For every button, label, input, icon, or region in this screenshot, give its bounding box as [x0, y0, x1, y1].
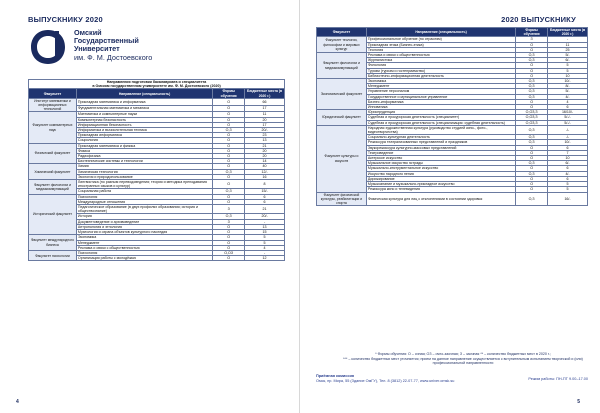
form-cell: О — [516, 187, 548, 192]
places-cell: 23 — [245, 133, 285, 138]
direction-cell: Реклама и связи с общественностью — [366, 53, 515, 58]
direction-cell: Прикладная информатика — [76, 133, 212, 138]
form-cell: О — [516, 176, 548, 181]
contacts-label: Приёмная комиссия — [316, 374, 355, 378]
places-cell: 21 — [245, 143, 285, 148]
direction-cell: Психология — [76, 250, 212, 255]
form-cell: О,З — [516, 171, 548, 176]
direction-cell: Судебная и прокурорская деятельность (специализация: судебная деятельность) — [366, 120, 515, 125]
col-form: Формы обучения — [516, 28, 548, 37]
direction-cell: Актерское искусство — [366, 156, 515, 161]
places-cell: 13 — [245, 224, 285, 229]
places-cell: 21 — [245, 205, 285, 214]
col-faculty: Факультет — [29, 89, 77, 98]
form-cell: О — [213, 194, 245, 199]
places-cell: 16/- — [548, 192, 588, 206]
form-cell: О — [213, 117, 245, 122]
form-cell: О — [213, 122, 245, 127]
faculty-cell: Факультет филологии и медиакоммуникаций — [317, 53, 367, 79]
places-cell: 20 — [245, 154, 285, 159]
table-header — [317, 28, 588, 37]
form-cell: О — [516, 73, 548, 78]
places-cell: 17 — [245, 122, 285, 127]
places-cell: 4 — [548, 99, 588, 104]
left-page-number: 4 — [16, 399, 19, 405]
places-cell: 10/- — [548, 140, 588, 145]
direction-cell: Искусство народного пения — [366, 171, 515, 176]
form-cell: О — [213, 164, 245, 169]
places-cell: 7 — [548, 150, 588, 155]
form-cell: О,З — [516, 53, 548, 58]
places-cell: 15/- — [245, 189, 285, 194]
direction-cell: Информатика и вычислительная техника — [76, 128, 212, 133]
places-cell: 6/- — [548, 161, 588, 166]
form-cell: О,ОЗ,З — [516, 120, 548, 125]
form-cell: О — [516, 68, 548, 73]
direction-cell: Туризм (туризм и гостеприимство) — [366, 68, 515, 73]
places-cell: 12 — [245, 256, 285, 261]
form-cell: О — [516, 145, 548, 150]
right-table-body — [317, 37, 588, 206]
form-cell: О — [213, 240, 245, 245]
form-cell: О — [516, 182, 548, 187]
faculty-cell: Факультет филологии и медиакоммуникаций — [29, 180, 77, 195]
left-table-body — [29, 98, 285, 261]
direction-cell: Лингвистика (по разным переводоведения; теория и методика преподавания иностранных языков и культур) — [76, 180, 212, 189]
direction-cell: Компьютерная безопасность — [76, 117, 212, 122]
right-page-number: 5 — [577, 399, 580, 405]
faculty-cell: Факультет физической культуры, реабилитации и спорта — [317, 192, 367, 206]
form-cell: О — [213, 112, 245, 117]
form-cell: О — [516, 105, 548, 110]
places-cell: 14 — [245, 159, 285, 164]
direction-cell: Профессиональное обучение (по отраслям) — [366, 37, 515, 42]
form-cell: О — [213, 174, 245, 179]
direction-cell: Музеология и охрана объектов культурного наследия — [76, 230, 212, 235]
form-cell: О — [213, 159, 245, 164]
table-row — [29, 180, 285, 189]
direction-cell: Психология — [76, 194, 212, 199]
direction-cell: Юриспруденция — [366, 110, 515, 115]
direction-cell: Государственное и муниципальное управление — [366, 94, 515, 99]
form-cell: О,З — [516, 192, 548, 206]
direction-cell: Документоведение и архивоведение — [76, 219, 212, 224]
places-cell: 40 — [245, 164, 285, 169]
form-cell: О,ОЗ,З — [516, 115, 548, 120]
places-cell: 25 — [548, 47, 588, 52]
places-cell: 20 — [245, 148, 285, 153]
direction-cell: Менеджмент — [76, 240, 212, 245]
direction-cell: Музыкальное искусство эстрады — [366, 161, 515, 166]
table-caption: Направления подготовки бакалавриата и специалитета в Омском государственном университете им. Ф. М. Достоевского (2020) — [29, 80, 285, 89]
form-cell: З — [516, 37, 548, 42]
direction-cell: Звукорежиссура культурно-массовых представлений — [366, 145, 515, 150]
places-cell: 15 — [245, 230, 285, 235]
places-cell: 11 — [245, 112, 285, 117]
places-cell: 6/- — [548, 58, 588, 63]
direction-cell: Бизнес-информатика — [366, 99, 515, 104]
places-cell: 20 — [245, 117, 285, 122]
places-cell: 16 — [245, 174, 285, 179]
form-cell: О — [516, 63, 548, 68]
form-cell: О — [516, 99, 548, 104]
faculty-cell: Факультет культуры и искусств — [317, 125, 367, 192]
col-places: Бюджетные места (в 2020 г.) — [548, 28, 588, 37]
direction-cell: Музыкознание и музыкально-прикладное искусство — [366, 182, 515, 187]
direction-cell: Экономика — [366, 79, 515, 84]
form-cell: О — [213, 148, 245, 153]
direction-cell: Журналистика — [366, 58, 515, 63]
form-cell: О — [213, 230, 245, 235]
omsu-logo-icon — [28, 27, 68, 67]
contacts-address[interactable]: Омск, пр. Мира, 55 (Здание ОмГУ), Тел. 8 (3812) 22-07-77, www.univer.omsk.su — [316, 378, 455, 383]
places-cell: 6 — [245, 194, 285, 199]
form-cell: О — [213, 180, 245, 189]
direction-cell: Математика и компьютерные науки — [76, 112, 212, 117]
form-cell: О — [516, 42, 548, 47]
form-cell: О,ОЗ,З — [516, 110, 548, 115]
places-cell: 5/- — [548, 53, 588, 58]
form-cell: О,З — [516, 140, 548, 145]
table-row — [317, 192, 588, 206]
col-direction: Направление (специальность) — [76, 89, 212, 98]
places-cell: 5/-/- — [548, 115, 588, 120]
contacts-hours: Режим работы: ПН-ПТ 9.00–17.00 — [528, 377, 588, 381]
places-cell: 5 — [548, 68, 588, 73]
places-cell: 11 — [548, 42, 588, 47]
form-cell: О — [213, 199, 245, 204]
places-cell: 6 — [548, 105, 588, 110]
right-running-title: 2020 ВЫПУСКНИКУ — [501, 15, 576, 24]
places-cell: 13 — [245, 138, 285, 143]
direction-cell: Радиофизика — [76, 154, 212, 159]
places-cell: 6 — [548, 145, 588, 150]
right-programs-table — [316, 27, 588, 206]
form-cell: О — [213, 154, 245, 159]
direction-cell: Международные отношения — [76, 199, 212, 204]
places-cell: 10 — [548, 73, 588, 78]
form-cell: О,З — [516, 135, 548, 140]
faculty-cell: Физический факультет — [29, 143, 77, 164]
direction-cell: Экономика — [76, 235, 212, 240]
direction-cell: Реклама и связи с общественностью — [76, 245, 212, 250]
form-cell: О,З — [516, 79, 548, 84]
form-cell: О — [213, 98, 245, 105]
places-cell: 4 — [245, 245, 285, 250]
places-cell: 5 — [548, 187, 588, 192]
direction-cell: Прикладная математика и физика — [76, 143, 212, 148]
admissions-contacts — [316, 374, 588, 384]
places-cell: 20/- — [245, 214, 285, 219]
form-cell: З — [213, 219, 245, 224]
direction-cell: Народная художественная культура (руководство студией кино-, фото-, видеотворчества) — [366, 125, 515, 134]
direction-cell: Социология — [76, 138, 212, 143]
direction-cell: Теология — [366, 47, 515, 52]
col-form: Формы обучения — [213, 89, 245, 98]
faculty-cell: Факультет теологии, философии и мировых культур — [317, 37, 367, 53]
form-cell: О — [213, 224, 245, 229]
faculty-cell: Исторический факультет — [29, 194, 77, 235]
form-cell: О — [213, 133, 245, 138]
direction-cell: Химическая технология — [76, 169, 212, 174]
faculty-cell: Химический факультет — [29, 164, 77, 180]
form-cell: О,З — [516, 58, 548, 63]
places-cell: 5/- — [548, 89, 588, 94]
form-cell: О — [213, 256, 245, 261]
faculty-cell: Факультет психологии — [29, 250, 77, 260]
places-cell: 6 — [548, 176, 588, 181]
direction-cell: Экология и природопользование — [76, 174, 212, 179]
places-cell: 4/- — [548, 94, 588, 99]
faculty-cell: Факультет международного бизнеса — [29, 235, 77, 251]
direction-cell: Дирижирование — [366, 176, 515, 181]
university-logo-block — [28, 27, 168, 71]
places-cell: 66 — [245, 98, 285, 105]
left-page — [0, 0, 299, 413]
direction-cell: Прикладная математика и информатика — [76, 98, 212, 105]
places-cell: 6 — [548, 166, 588, 171]
direction-cell: Судебная и прокурорская деятельность (специалитет) — [366, 115, 515, 120]
faculty-cell: Юридический факультет — [317, 110, 367, 126]
col-direction: Направление (специальность) — [366, 28, 515, 37]
direction-cell: Менеджмент — [366, 84, 515, 89]
faculty-cell: Факультет компьютерных наук — [29, 112, 77, 143]
form-cell: О — [213, 235, 245, 240]
direction-cell: Инноватика — [366, 105, 515, 110]
direction-cell: Биотехнические системы и технологии — [76, 159, 212, 164]
form-cell: О,З — [213, 214, 245, 219]
places-cell: 5 — [245, 240, 285, 245]
places-cell: 12/- — [245, 169, 285, 174]
places-cell: 10/- — [548, 79, 588, 84]
form-cell: О,ОЗ — [213, 250, 245, 255]
col-faculty: Факультет — [317, 28, 367, 37]
form-cell: О — [516, 47, 548, 52]
form-cell: О — [516, 156, 548, 161]
direction-cell: Физическая культура для лиц с отклонениями в состоянии здоровья — [366, 192, 515, 206]
direction-cell: Музыкально-инструментальное искусство — [366, 166, 515, 171]
form-cell: О — [516, 166, 548, 171]
places-cell: -/- — [548, 135, 588, 140]
direction-cell: История — [76, 214, 212, 219]
table-row — [29, 98, 285, 105]
table-header — [29, 89, 285, 98]
direction-cell: Филология — [366, 63, 515, 68]
form-cell: О — [213, 105, 245, 112]
direction-cell: Библиотечно-информационная деятельность — [366, 73, 515, 78]
direction-cell: Режиссура театрализованных представлений и праздников — [366, 140, 515, 145]
places-cell: 10 — [548, 156, 588, 161]
places-cell: 16/10/- — [548, 110, 588, 115]
faculty-cell: Институт математики и информационных технологий — [29, 98, 77, 112]
direction-cell: Социально-культурная деятельность — [366, 135, 515, 140]
places-cell: 5 — [245, 235, 285, 240]
col-places: Бюджетные места (в 2020 г.) — [245, 89, 285, 98]
footnote: * Формы обучения: О – очная; ОЗ – очно-заочная; З – заочная ** – количество бюджетных мест в 2020 г.; *** – количество бюджетных мест уточняется; прием на данное направление осуществляется с вступительным испытанием творческой и (или) профессиональной направленности — [343, 352, 583, 366]
direction-cell: Режиссура кино и телевидения — [366, 187, 515, 192]
direction-cell: Фундаментальная математика и механика — [76, 105, 212, 112]
left-running-title: ВЫПУСКНИКУ 2020 — [28, 15, 103, 24]
places-cell: 8/- — [548, 84, 588, 89]
form-cell: О — [213, 245, 245, 250]
form-cell: О — [213, 143, 245, 148]
direction-cell: Информационная безопасность — [76, 122, 212, 127]
direction-cell: Социальная работа — [76, 189, 212, 194]
places-cell: 20/- — [245, 128, 285, 133]
faculty-cell: Экономический факультет — [317, 79, 367, 110]
form-cell: О,З — [516, 125, 548, 134]
left-programs-table — [28, 79, 285, 261]
direction-cell: Химия — [76, 164, 212, 169]
places-cell: 5 — [548, 63, 588, 68]
form-cell: О,З — [516, 161, 548, 166]
form-cell: О,З — [516, 84, 548, 89]
direction-cell: Прикладная этика (Бизнес-этика) — [366, 42, 515, 47]
direction-cell: Педагогическое образование (в двух профилях образования; история и обществознание) — [76, 205, 212, 214]
places-cell: 5/-/- — [548, 120, 588, 125]
form-cell: О,З — [213, 128, 245, 133]
places-cell: - — [245, 250, 285, 255]
form-cell: О — [516, 150, 548, 155]
university-name: Омский Государственный Университет им. Ф. М. Достоевского — [74, 28, 153, 62]
places-cell: - — [245, 219, 285, 224]
table-row — [317, 125, 588, 134]
places-cell: 4/- — [548, 171, 588, 176]
form-cell: О,З — [516, 89, 548, 94]
places-cell: -/- — [548, 125, 588, 134]
places-cell: 6 — [245, 199, 285, 204]
form-cell: О — [213, 138, 245, 143]
places-cell: 5 — [548, 182, 588, 187]
form-cell: О,З — [516, 94, 548, 99]
places-cell: 8 — [245, 180, 285, 189]
places-cell: - — [548, 37, 588, 42]
direction-cell: Организация работы с молодёжью — [76, 256, 212, 261]
form-cell: О,З — [213, 169, 245, 174]
places-cell: 17 — [245, 105, 285, 112]
form-cell: З — [213, 205, 245, 214]
direction-cell: Физика — [76, 148, 212, 153]
right-page — [300, 0, 600, 413]
direction-cell: Антропология и этнология — [76, 224, 212, 229]
direction-cell: Управление персоналом — [366, 89, 515, 94]
form-cell: О,З — [213, 189, 245, 194]
direction-cell: Театроведение — [366, 150, 515, 155]
